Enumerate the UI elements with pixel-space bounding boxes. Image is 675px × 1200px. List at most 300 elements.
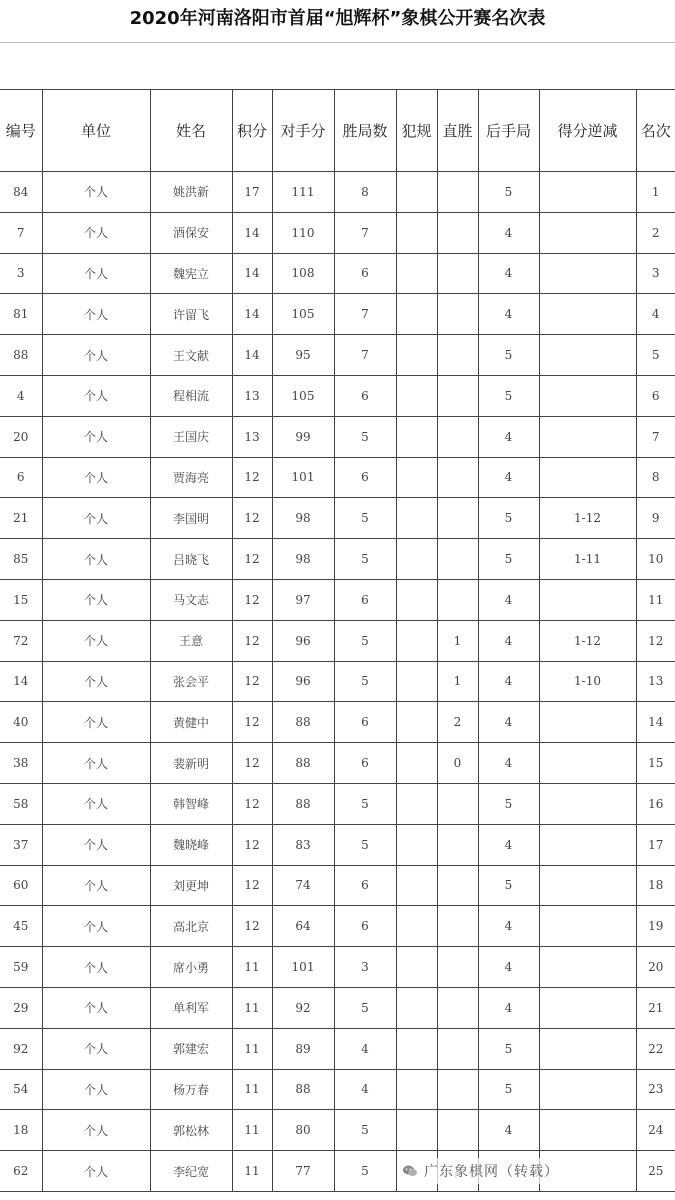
table-cell-points: 12 <box>232 457 272 498</box>
table-cell-rank: 20 <box>636 947 675 988</box>
table-cell-fouls <box>396 865 437 906</box>
table-row <box>0 172 675 213</box>
table-row <box>0 824 675 865</box>
table-cell-name: 席小勇 <box>150 947 232 988</box>
table-cell-name: 魏宪立 <box>150 253 232 294</box>
table-cell-fouls <box>396 579 437 620</box>
table-cell-score-deduction <box>539 1110 636 1151</box>
table-cell-unit: 个人 <box>42 702 150 743</box>
table-cell-direct-wins <box>437 457 478 498</box>
table-cell-direct-wins <box>437 1028 478 1069</box>
table-cell-points: 11 <box>232 987 272 1028</box>
table-row <box>0 253 675 294</box>
table-cell-direct-wins <box>437 987 478 1028</box>
table-cell-score-deduction <box>539 457 636 498</box>
table-cell-rank: 24 <box>636 1110 675 1151</box>
table-cell-unit: 个人 <box>42 498 150 539</box>
table-cell-name: 刘更坤 <box>150 865 232 906</box>
table-cell-score-deduction <box>539 743 636 784</box>
table-cell-name: 杨万春 <box>150 1069 232 1110</box>
table-cell-score-deduction <box>539 335 636 376</box>
table-cell-serial: 72 <box>0 620 42 661</box>
table-cell-score-deduction: 1-11 <box>539 539 636 580</box>
table-cell-opponent-points: 74 <box>272 865 334 906</box>
table-cell-rank: 18 <box>636 865 675 906</box>
table-cell-fouls <box>396 539 437 580</box>
table-cell-serial: 54 <box>0 1069 42 1110</box>
table-cell-points: 14 <box>232 212 272 253</box>
table-cell-name: 郭建宏 <box>150 1028 232 1069</box>
table-cell-points: 11 <box>232 1151 272 1192</box>
table-row <box>0 294 675 335</box>
table-cell-wins: 5 <box>334 824 396 865</box>
table-cell-opponent-points: 101 <box>272 457 334 498</box>
table-cell-points: 12 <box>232 743 272 784</box>
table-cell-unit: 个人 <box>42 253 150 294</box>
table-cell-name: 许留飞 <box>150 294 232 335</box>
table-cell-points: 12 <box>232 906 272 947</box>
table-cell-second-hand: 5 <box>478 1028 539 1069</box>
table-cell-wins: 6 <box>334 457 396 498</box>
table-cell-name: 马文志 <box>150 579 232 620</box>
table-cell-fouls <box>396 457 437 498</box>
table-cell-second-hand: 4 <box>478 702 539 743</box>
wechat-icon <box>402 1163 418 1179</box>
table-cell-opponent-points: 95 <box>272 335 334 376</box>
table-cell-opponent-points: 88 <box>272 743 334 784</box>
table-cell-rank: 9 <box>636 498 675 539</box>
table-cell-fouls <box>396 702 437 743</box>
table-cell-score-deduction: 1-10 <box>539 661 636 702</box>
table-cell-fouls <box>396 987 437 1028</box>
table-cell-points: 11 <box>232 947 272 988</box>
table-cell-direct-wins: 1 <box>437 620 478 661</box>
table-row <box>0 1028 675 1069</box>
column-header-wins: 胜局数 <box>334 90 396 172</box>
table-row <box>0 335 675 376</box>
table-cell-direct-wins <box>437 172 478 213</box>
ranking-table-container <box>0 89 675 1192</box>
table-cell-unit: 个人 <box>42 1151 150 1192</box>
table-cell-fouls <box>396 1028 437 1069</box>
table-row <box>0 906 675 947</box>
table-cell-wins: 7 <box>334 212 396 253</box>
column-header-serial: 编号 <box>0 90 42 172</box>
table-cell-opponent-points: 98 <box>272 539 334 580</box>
table-cell-direct-wins <box>437 1069 478 1110</box>
table-cell-fouls <box>396 947 437 988</box>
table-cell-serial: 85 <box>0 539 42 580</box>
table-cell-opponent-points: 96 <box>272 620 334 661</box>
table-cell-opponent-points: 89 <box>272 1028 334 1069</box>
title-spacer <box>0 42 675 90</box>
table-cell-second-hand: 5 <box>478 172 539 213</box>
table-cell-rank: 10 <box>636 539 675 580</box>
table-cell-serial: 6 <box>0 457 42 498</box>
table-cell-unit: 个人 <box>42 620 150 661</box>
table-cell-points: 14 <box>232 294 272 335</box>
table-cell-direct-wins <box>437 294 478 335</box>
table-cell-wins: 6 <box>334 375 396 416</box>
table-row <box>0 212 675 253</box>
table-cell-second-hand: 4 <box>478 906 539 947</box>
table-cell-unit: 个人 <box>42 1069 150 1110</box>
table-cell-direct-wins <box>437 253 478 294</box>
table-cell-rank: 7 <box>636 416 675 457</box>
table-cell-rank: 1 <box>636 172 675 213</box>
table-cell-direct-wins <box>437 375 478 416</box>
table-cell-second-hand: 5 <box>478 375 539 416</box>
table-cell-direct-wins <box>437 498 478 539</box>
table-cell-second-hand: 4 <box>478 987 539 1028</box>
table-cell-score-deduction: 1-12 <box>539 620 636 661</box>
table-cell-score-deduction <box>539 906 636 947</box>
table-cell-serial: 14 <box>0 661 42 702</box>
table-cell-second-hand: 4 <box>478 1110 539 1151</box>
table-cell-points: 13 <box>232 375 272 416</box>
column-header-direct-wins: 直胜 <box>437 90 478 172</box>
table-row <box>0 375 675 416</box>
table-cell-score-deduction <box>539 212 636 253</box>
table-cell-opponent-points: 92 <box>272 987 334 1028</box>
table-cell-rank: 16 <box>636 783 675 824</box>
table-cell-second-hand: 4 <box>478 253 539 294</box>
table-cell-direct-wins: 0 <box>437 743 478 784</box>
table-cell-rank: 4 <box>636 294 675 335</box>
table-cell-serial: 38 <box>0 743 42 784</box>
table-cell-direct-wins <box>437 416 478 457</box>
table-cell-fouls <box>396 253 437 294</box>
table-cell-unit: 个人 <box>42 457 150 498</box>
table-cell-name: 张会平 <box>150 661 232 702</box>
table-cell-fouls <box>396 783 437 824</box>
table-cell-points: 12 <box>232 702 272 743</box>
column-header-rank: 名次 <box>636 90 675 172</box>
table-cell-fouls <box>396 335 437 376</box>
table-cell-rank: 25 <box>636 1151 675 1192</box>
table-cell-wins: 5 <box>334 1151 396 1192</box>
table-cell-opponent-points: 99 <box>272 416 334 457</box>
table-cell-name: 姚洪新 <box>150 172 232 213</box>
table-cell-second-hand: 5 <box>478 865 539 906</box>
table-cell-score-deduction <box>539 865 636 906</box>
table-cell-wins: 6 <box>334 865 396 906</box>
table-cell-opponent-points: 105 <box>272 375 334 416</box>
table-cell-second-hand: 4 <box>478 620 539 661</box>
table-cell-opponent-points: 83 <box>272 824 334 865</box>
table-cell-unit: 个人 <box>42 661 150 702</box>
table-cell-second-hand: 4 <box>478 824 539 865</box>
table-cell-unit: 个人 <box>42 783 150 824</box>
table-cell-second-hand: 4 <box>478 212 539 253</box>
table-cell-serial: 20 <box>0 416 42 457</box>
table-cell-score-deduction <box>539 1028 636 1069</box>
table-cell-name: 王国庆 <box>150 416 232 457</box>
table-cell-serial: 4 <box>0 375 42 416</box>
table-cell-points: 17 <box>232 172 272 213</box>
column-header-second-hand: 后手局 <box>478 90 539 172</box>
table-cell-serial: 59 <box>0 947 42 988</box>
table-cell-wins: 4 <box>334 1069 396 1110</box>
table-cell-opponent-points: 101 <box>272 947 334 988</box>
table-cell-name: 黄健中 <box>150 702 232 743</box>
table-cell-serial: 3 <box>0 253 42 294</box>
table-row <box>0 1110 675 1151</box>
table-cell-second-hand: 5 <box>478 539 539 580</box>
table-cell-score-deduction <box>539 947 636 988</box>
table-cell-fouls <box>396 661 437 702</box>
table-cell-serial: 37 <box>0 824 42 865</box>
table-header-row <box>0 90 675 172</box>
table-cell-wins: 5 <box>334 987 396 1028</box>
table-cell-wins: 5 <box>334 661 396 702</box>
table-cell-wins: 5 <box>334 620 396 661</box>
column-header-points: 积分 <box>232 90 272 172</box>
table-cell-direct-wins <box>437 906 478 947</box>
table-cell-rank: 23 <box>636 1069 675 1110</box>
table-cell-rank: 22 <box>636 1028 675 1069</box>
table-cell-direct-wins: 1 <box>437 661 478 702</box>
table-row <box>0 498 675 539</box>
table-cell-wins: 6 <box>334 253 396 294</box>
table-cell-score-deduction <box>539 375 636 416</box>
table-cell-serial: 18 <box>0 1110 42 1151</box>
table-cell-unit: 个人 <box>42 865 150 906</box>
table-cell-serial: 60 <box>0 865 42 906</box>
table-row <box>0 1151 675 1192</box>
table-cell-rank: 17 <box>636 824 675 865</box>
table-cell-score-deduction <box>539 987 636 1028</box>
table-cell-serial: 29 <box>0 987 42 1028</box>
table-cell-name: 李纪宽 <box>150 1151 232 1192</box>
table-cell-rank: 12 <box>636 620 675 661</box>
table-cell-wins: 5 <box>334 1110 396 1151</box>
table-cell-wins: 7 <box>334 335 396 376</box>
table-cell-score-deduction <box>539 416 636 457</box>
table-row <box>0 539 675 580</box>
table-row <box>0 743 675 784</box>
table-cell-score-deduction <box>539 824 636 865</box>
table-cell-unit: 个人 <box>42 579 150 620</box>
table-cell-unit: 个人 <box>42 172 150 213</box>
table-row <box>0 579 675 620</box>
table-cell-name: 李国明 <box>150 498 232 539</box>
table-cell-name: 韩智峰 <box>150 783 232 824</box>
table-cell-unit: 个人 <box>42 743 150 784</box>
table-cell-score-deduction <box>539 253 636 294</box>
table-cell-direct-wins <box>437 579 478 620</box>
table-cell-serial: 58 <box>0 783 42 824</box>
table-cell-unit: 个人 <box>42 294 150 335</box>
table-cell-opponent-points: 77 <box>272 1151 334 1192</box>
table-cell-points: 12 <box>232 539 272 580</box>
table-cell-wins: 7 <box>334 294 396 335</box>
table-cell-second-hand: 4 <box>478 416 539 457</box>
table-row <box>0 783 675 824</box>
table-cell-second-hand: 5 <box>478 783 539 824</box>
table-cell-direct-wins <box>437 539 478 580</box>
table-cell-unit: 个人 <box>42 1028 150 1069</box>
table-cell-direct-wins <box>437 865 478 906</box>
table-cell-opponent-points: 110 <box>272 212 334 253</box>
table-cell-name: 魏晓峰 <box>150 824 232 865</box>
table-cell-opponent-points: 111 <box>272 172 334 213</box>
table-cell-second-hand: 5 <box>478 335 539 376</box>
table-cell-opponent-points: 98 <box>272 498 334 539</box>
table-cell-unit: 个人 <box>42 906 150 947</box>
table-cell-fouls <box>396 743 437 784</box>
table-cell-fouls <box>396 824 437 865</box>
table-cell-rank: 8 <box>636 457 675 498</box>
table-cell-unit: 个人 <box>42 416 150 457</box>
table-cell-second-hand: 5 <box>478 1069 539 1110</box>
table-cell-serial: 81 <box>0 294 42 335</box>
table-cell-opponent-points: 108 <box>272 253 334 294</box>
page-title: 2020年河南洛阳市首届“旭辉杯”象棋公开赛名次表 <box>129 8 546 29</box>
column-header-opponent-points: 对手分 <box>272 90 334 172</box>
table-cell-opponent-points: 96 <box>272 661 334 702</box>
table-cell-points: 12 <box>232 579 272 620</box>
table-cell-wins: 8 <box>334 172 396 213</box>
table-cell-second-hand: 4 <box>478 457 539 498</box>
table-cell-wins: 5 <box>334 783 396 824</box>
table-body <box>0 172 675 1192</box>
table-cell-fouls <box>396 375 437 416</box>
table-cell-name: 程相流 <box>150 375 232 416</box>
table-cell-score-deduction <box>539 294 636 335</box>
table-cell-rank: 2 <box>636 212 675 253</box>
table-cell-serial: 15 <box>0 579 42 620</box>
table-cell-opponent-points: 105 <box>272 294 334 335</box>
table-cell-score-deduction <box>539 702 636 743</box>
table-cell-wins: 6 <box>334 906 396 947</box>
table-cell-score-deduction <box>539 172 636 213</box>
table-cell-fouls <box>396 498 437 539</box>
table-cell-serial: 88 <box>0 335 42 376</box>
table-cell-fouls <box>396 620 437 661</box>
table-row <box>0 457 675 498</box>
table-cell-name: 郭松林 <box>150 1110 232 1151</box>
table-cell-opponent-points: 88 <box>272 702 334 743</box>
table-cell-opponent-points: 80 <box>272 1110 334 1151</box>
table-row <box>0 702 675 743</box>
table-cell-serial: 84 <box>0 172 42 213</box>
column-header-name: 姓名 <box>150 90 232 172</box>
watermark-text: 广东象棋网（转载） <box>424 1164 559 1180</box>
table-cell-score-deduction <box>539 579 636 620</box>
table-cell-second-hand: 4 <box>478 294 539 335</box>
table-cell-unit: 个人 <box>42 539 150 580</box>
table-cell-direct-wins <box>437 947 478 988</box>
table-cell-opponent-points: 97 <box>272 579 334 620</box>
table-cell-serial: 92 <box>0 1028 42 1069</box>
table-cell-fouls <box>396 212 437 253</box>
table-cell-name: 单利军 <box>150 987 232 1028</box>
table-cell-points: 12 <box>232 498 272 539</box>
table-cell-points: 12 <box>232 783 272 824</box>
table-cell-points: 11 <box>232 1110 272 1151</box>
table-cell-opponent-points: 88 <box>272 1069 334 1110</box>
table-cell-unit: 个人 <box>42 1110 150 1151</box>
table-cell-second-hand: 4 <box>478 661 539 702</box>
table-cell-name: 裴新明 <box>150 743 232 784</box>
table-cell-second-hand: 5 <box>478 498 539 539</box>
table-cell-rank: 14 <box>636 702 675 743</box>
table-cell-fouls <box>396 294 437 335</box>
table-cell-unit: 个人 <box>42 987 150 1028</box>
table-row <box>0 661 675 702</box>
table-cell-rank: 21 <box>636 987 675 1028</box>
table-cell-second-hand: 4 <box>478 743 539 784</box>
table-cell-score-deduction: 1-12 <box>539 498 636 539</box>
table-cell-fouls <box>396 1110 437 1151</box>
table-cell-opponent-points: 64 <box>272 906 334 947</box>
table-cell-name: 酒保安 <box>150 212 232 253</box>
table-cell-serial: 21 <box>0 498 42 539</box>
table-cell-serial: 7 <box>0 212 42 253</box>
table-cell-score-deduction <box>539 1069 636 1110</box>
table-row <box>0 620 675 661</box>
table-row <box>0 1069 675 1110</box>
table-cell-rank: 11 <box>636 579 675 620</box>
table-cell-second-hand: 4 <box>478 579 539 620</box>
table-cell-points: 11 <box>232 1069 272 1110</box>
table-cell-rank: 19 <box>636 906 675 947</box>
table-cell-points: 14 <box>232 335 272 376</box>
table-cell-second-hand: 4 <box>478 947 539 988</box>
table-cell-name: 王意 <box>150 620 232 661</box>
table-cell-points: 13 <box>232 416 272 457</box>
table-cell-score-deduction <box>539 783 636 824</box>
table-cell-points: 12 <box>232 865 272 906</box>
table-cell-unit: 个人 <box>42 375 150 416</box>
table-cell-direct-wins <box>437 824 478 865</box>
table-cell-fouls <box>396 906 437 947</box>
table-cell-wins: 4 <box>334 1028 396 1069</box>
table-cell-wins: 6 <box>334 702 396 743</box>
table-cell-name: 王文献 <box>150 335 232 376</box>
table-cell-fouls <box>396 416 437 457</box>
table-cell-points: 12 <box>232 661 272 702</box>
table-cell-points: 11 <box>232 1028 272 1069</box>
table-cell-direct-wins <box>437 783 478 824</box>
table-row <box>0 416 675 457</box>
table-cell-wins: 6 <box>334 579 396 620</box>
table-cell-unit: 个人 <box>42 824 150 865</box>
table-cell-wins: 5 <box>334 498 396 539</box>
table-cell-wins: 3 <box>334 947 396 988</box>
table-cell-serial: 40 <box>0 702 42 743</box>
table-cell-wins: 5 <box>334 539 396 580</box>
table-cell-rank: 15 <box>636 743 675 784</box>
table-cell-fouls <box>396 172 437 213</box>
table-cell-rank: 6 <box>636 375 675 416</box>
table-cell-serial: 62 <box>0 1151 42 1192</box>
table-cell-name: 高北京 <box>150 906 232 947</box>
table-row <box>0 947 675 988</box>
column-header-fouls: 犯规 <box>396 90 437 172</box>
ranking-table <box>0 89 675 1192</box>
table-cell-points: 12 <box>232 620 272 661</box>
table-cell-rank: 13 <box>636 661 675 702</box>
column-header-unit: 单位 <box>42 90 150 172</box>
table-cell-points: 12 <box>232 824 272 865</box>
table-cell-rank: 5 <box>636 335 675 376</box>
table-cell-direct-wins <box>437 1110 478 1151</box>
table-cell-unit: 个人 <box>42 212 150 253</box>
table-row <box>0 865 675 906</box>
table-cell-rank: 3 <box>636 253 675 294</box>
